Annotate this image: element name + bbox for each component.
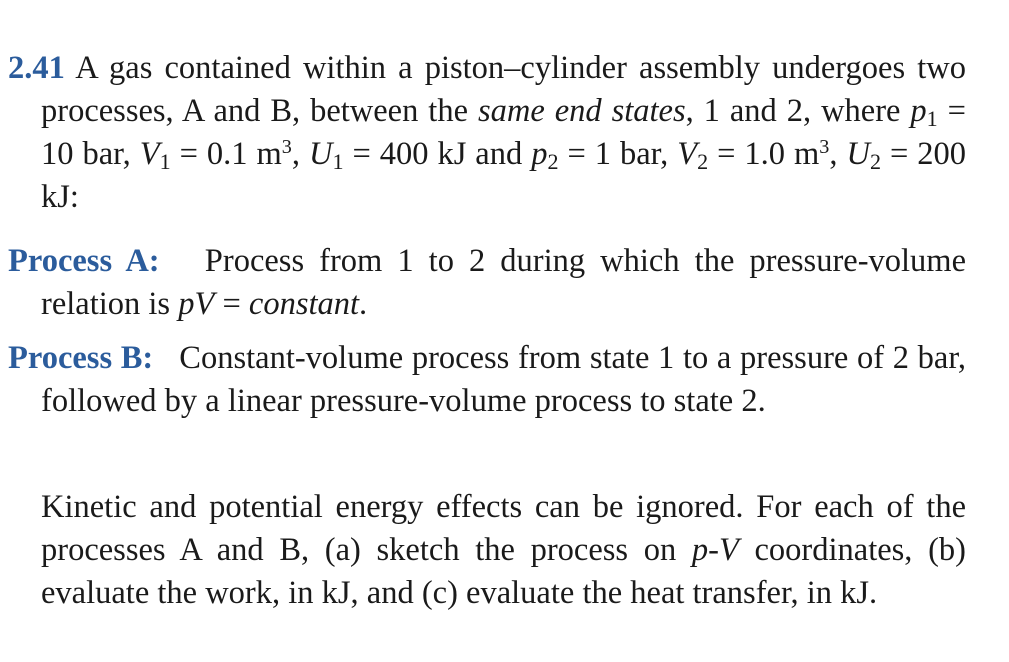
instructions: Kinetic and potential energy effects can be ignored. For each of the processes A and B, (a) sketch the process on p-V coordinates, (b) evaluate the work, in kJ, and (c) evaluate the heat transfer, in kJ. [41, 489, 966, 611]
problem-statement: 2.41 A gas contained within a piston–cylinder assembly undergoes two processes, A and B, between the same end states, 1 and 2, where $p_1 = 10$ bar, $V_1 = 0.1$ $m^3$, $U_1 = 400$ kJ and $p_2 = 1$ bar, $V_2 = 1.0$ $m^3$, $U_2 = 200$ kJ: [8, 50, 967, 215]
process-b: Process B: Constant-volume process from state 1 to a pressure of 2 bar, followed by a linear pressure-volume process to state 2. [8, 340, 966, 419]
process-b-label: Process B: [8, 340, 154, 376]
problem-number: 2.41 [8, 50, 65, 86]
process-a: Process A: Process from 1 to 2 during which the pressure-volume relation is pV = constant. [8, 243, 967, 322]
process-a-label: Process A: [8, 243, 160, 279]
